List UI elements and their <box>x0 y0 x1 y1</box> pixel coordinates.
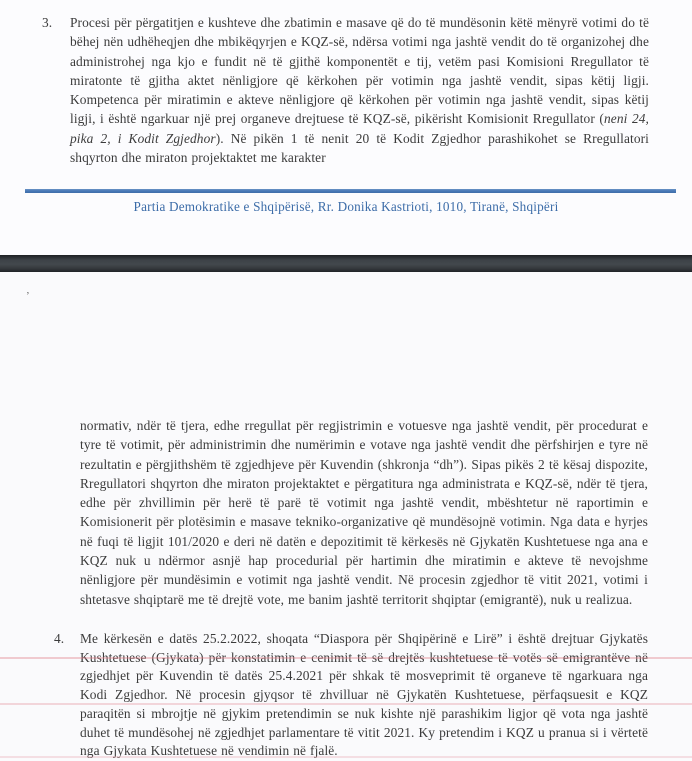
page-separator-bar <box>0 255 692 272</box>
footer-accent-rule <box>25 189 676 193</box>
list-item-3-number: 3. <box>42 15 53 30</box>
item3-text-after-citation: ). Në pikën 1 të nenit 20 të Kodit Zgjedhor parashikohet se Rregullatori shqyrton dhe miraton projektaktet me karakter <box>70 130 650 166</box>
list-item-3-paragraph <box>70 13 649 167</box>
party-footer-address: Partia Demokratike e Shqipërisë, Rr. Donika Kastrioti, 1010, Tiranë, Shqipëri <box>133 199 559 214</box>
list-item-4-number: 4. <box>54 631 65 646</box>
scan-stray-mark: ’ <box>26 290 30 302</box>
item3-text-before-citation: Procesi për përgatitjen e kushteve dhe zbatimin e masave që do të mundësonin këtë mënyrë votimi do të bëhej nën udhëheqjen dhe mbikëqyrjen e KQZ-së, ndërsa votimi nga jashtë vendit do të organizohej dhe administrohej nga kjo e fundit në të gjithë komponentët e tij, vetëm pasi Komisioni Rregullator të miratonte të gjitha aktet nënligjore që kërkohen për votimin nga jashtë vendit, sipas këtij ligji. Kompetenca për miratimin e akteve nënligjore që kërkohen për votimin nga jashtë vendit, sipas këtij ligji, i është ngarkuar një prej organeve drejtuese të KQZ-së, pikërisht Komisionit Rregullator ( <box>70 15 649 127</box>
item3-italic-citation: neni 24, pika 2, i Kodit Zgjedhor <box>70 111 649 146</box>
continuation-paragraph: normativ, ndër të tjera, edhe rregullat për regjistrimin e votuesve nga jashtë vendit, për procedurat e tyre të votimit, për administrimin dhe numërimin e votave nga jashtë vendit dhe përfshirjen e tyre në rezultatin e përgjithshëm të zgjedhjeve për Kuvendin (shkronja “dh”). Sipas pikës 2 të kësaj dispozite, Rregullatori shqyrton dhe miraton projektaktet e përgatitura nga administrata e KQZ-së, ndër të tjera, edhe për zhvillimin për herë të parë të votimit nga jashtë vendit, mbështetur në raportimin e Komisionerit për plotësimin e masave tekniko-organizative që mundësojnë votimin. Nga data e hyrjes në fuqi të ligjit 101/2020 e deri në datën e depozitimit të kërkesës në Gjykatën Kushtetuese nga ana e KQZ nuk u ndërmor asnjë hap procedurial për hartimin dhe miratimin e akteve të nevojshme nënligjore për mundësimin e votimit nga jashtë vendit. Në procesin zgjedhor të vitit 2021, votimi i shtetasve shqiptarë me të drejtë vote, me banim jashtë territorit shqiptar (emigrantë), nuk u realizua. <box>80 418 648 607</box>
list-item-4-paragraph: Me kërkesën e datës 25.2.2022, shoqata “Diaspora për Shqipërinë e Lirë” i është drejtuar Gjykatës Kushtetuese (Gjykata) për konstatimin e cenimit të së drejtës kushtetuese të votës së emigrantëve në zgjedhjet për Kuvendin të datës 25.4.2021 për shkak të mosveprimit të organeve të ngarkuara nga Kodi Zgjedhor. Në procesin gjyqsor të zhvilluar në Gjykatën Kushtetuese, përfaqsuesit e KQZ paraqitën si mbrojtje në gjykim pretendimin se nuk kishte një parashikim ligjor që vota nga jashtë duhet të mundësohej në zgjedhjet parlamentare të vitit 2021. Ky pretendim i KQZ u pranua si i vërtetë nga Gjykata Kushtetuese në vendimin në fjalë. <box>80 631 648 759</box>
